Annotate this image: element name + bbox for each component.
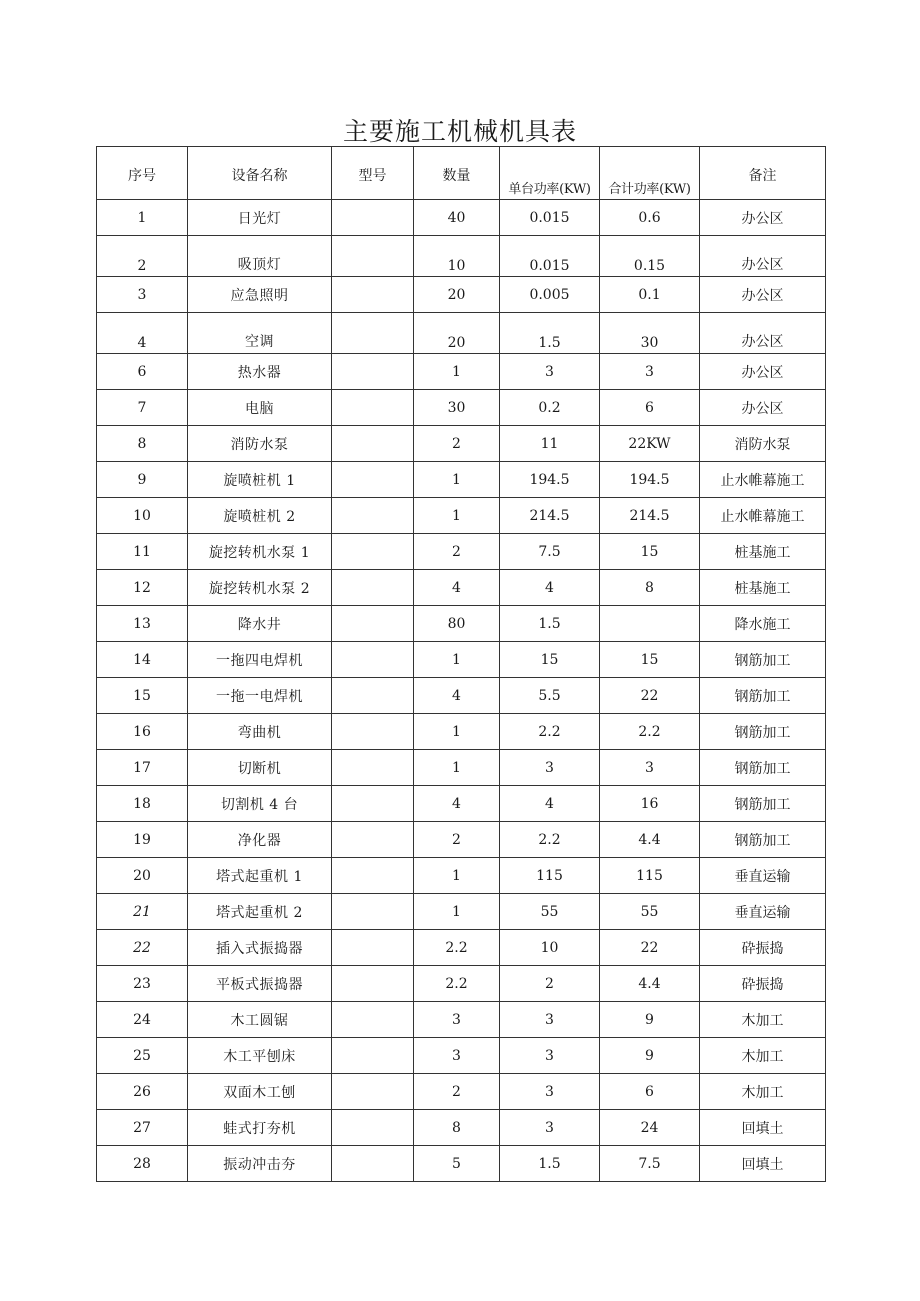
table-row — [97, 930, 826, 966]
cell-remark: 回填土 — [700, 1110, 826, 1146]
table-row — [97, 1038, 826, 1074]
table-row — [97, 750, 826, 786]
cell-no: 20 — [97, 858, 188, 894]
table-row — [97, 1074, 826, 1110]
cell-model — [332, 354, 414, 390]
cell-qty: 2 — [414, 534, 500, 570]
cell-model — [332, 390, 414, 426]
cell-name: 弯曲机 — [188, 714, 332, 750]
cell-qty: 1 — [414, 498, 500, 534]
cell-name: 木工圆锯 — [188, 1002, 332, 1038]
table-row — [97, 606, 826, 642]
cell-qty: 1 — [414, 750, 500, 786]
cell-total-power: 9 — [600, 1038, 700, 1074]
cell-name: 双面木工刨 — [188, 1074, 332, 1110]
cell-no: 17 — [97, 750, 188, 786]
cell-total-power: 22 — [600, 678, 700, 714]
cell-qty: 1 — [414, 714, 500, 750]
cell-unit-power: 2.2 — [500, 714, 600, 750]
cell-remark: 办公区 — [700, 390, 826, 426]
cell-total-power: 30 — [600, 313, 700, 354]
cell-qty: 2.2 — [414, 930, 500, 966]
cell-qty: 2 — [414, 822, 500, 858]
table-row — [97, 822, 826, 858]
cell-remark: 钢筋加工 — [700, 822, 826, 858]
table-row — [97, 277, 826, 313]
cell-remark: 降水施工 — [700, 606, 826, 642]
cell-unit-power: 0.015 — [500, 236, 600, 277]
cell-model — [332, 822, 414, 858]
cell-qty: 80 — [414, 606, 500, 642]
cell-name: 热水器 — [188, 354, 332, 390]
cell-model — [332, 714, 414, 750]
cell-no: 11 — [97, 534, 188, 570]
cell-total-power: 0.1 — [600, 277, 700, 313]
cell-no: 8 — [97, 426, 188, 462]
cell-model — [332, 426, 414, 462]
table-row — [97, 858, 826, 894]
cell-remark: 垂直运输 — [700, 858, 826, 894]
table-row — [97, 786, 826, 822]
cell-remark: 办公区 — [700, 313, 826, 354]
table-row — [97, 714, 826, 750]
cell-unit-power: 3 — [500, 1110, 600, 1146]
cell-remark: 垂直运输 — [700, 894, 826, 930]
cell-unit-power: 10 — [500, 930, 600, 966]
cell-total-power: 8 — [600, 570, 700, 606]
cell-name: 木工平刨床 — [188, 1038, 332, 1074]
cell-remark: 砕振捣 — [700, 930, 826, 966]
cell-name: 切断机 — [188, 750, 332, 786]
cell-unit-power: 55 — [500, 894, 600, 930]
cell-name: 空调 — [188, 313, 332, 354]
header-qty: 数量 — [414, 147, 500, 200]
cell-qty: 3 — [414, 1038, 500, 1074]
cell-model — [332, 606, 414, 642]
cell-total-power: 0.15 — [600, 236, 700, 277]
cell-remark: 桩基施工 — [700, 570, 826, 606]
cell-unit-power: 3 — [500, 1038, 600, 1074]
cell-remark: 木加工 — [700, 1074, 826, 1110]
cell-no: 26 — [97, 1074, 188, 1110]
cell-no: 10 — [97, 498, 188, 534]
cell-model — [332, 786, 414, 822]
cell-name: 塔式起重机 1 — [188, 858, 332, 894]
cell-no: 23 — [97, 966, 188, 1002]
cell-unit-power: 3 — [500, 1074, 600, 1110]
cell-total-power: 22 — [600, 930, 700, 966]
cell-qty: 1 — [414, 858, 500, 894]
cell-remark: 办公区 — [700, 236, 826, 277]
cell-total-power: 9 — [600, 1002, 700, 1038]
cell-model — [332, 236, 414, 277]
table-row — [97, 390, 826, 426]
table-header-row — [97, 147, 826, 200]
header-total-power: 合计功率(KW) — [600, 147, 700, 200]
cell-model — [332, 498, 414, 534]
table-row — [97, 498, 826, 534]
cell-no: 28 — [97, 1146, 188, 1182]
cell-model — [332, 642, 414, 678]
cell-total-power: 3 — [600, 750, 700, 786]
cell-name: 吸顶灯 — [188, 236, 332, 277]
cell-qty: 8 — [414, 1110, 500, 1146]
cell-no: 19 — [97, 822, 188, 858]
cell-qty: 1 — [414, 642, 500, 678]
cell-unit-power: 1.5 — [500, 606, 600, 642]
cell-unit-power: 4 — [500, 570, 600, 606]
cell-unit-power: 7.5 — [500, 534, 600, 570]
table-row — [97, 313, 826, 354]
cell-total-power: 4.4 — [600, 966, 700, 1002]
cell-qty: 2 — [414, 426, 500, 462]
cell-model — [332, 1074, 414, 1110]
table-row — [97, 642, 826, 678]
cell-model — [332, 1038, 414, 1074]
cell-total-power: 15 — [600, 642, 700, 678]
cell-name: 净化器 — [188, 822, 332, 858]
cell-no: 13 — [97, 606, 188, 642]
cell-no: 14 — [97, 642, 188, 678]
cell-qty: 4 — [414, 786, 500, 822]
cell-remark: 办公区 — [700, 277, 826, 313]
cell-qty: 1 — [414, 894, 500, 930]
cell-name: 旋挖转机水泵 2 — [188, 570, 332, 606]
cell-remark: 消防水泵 — [700, 426, 826, 462]
cell-model — [332, 858, 414, 894]
cell-remark: 止水帷幕施工 — [700, 498, 826, 534]
cell-name: 旋挖转机水泵 1 — [188, 534, 332, 570]
cell-unit-power: 0.2 — [500, 390, 600, 426]
cell-name: 平板式振捣器 — [188, 966, 332, 1002]
cell-qty: 4 — [414, 570, 500, 606]
cell-total-power: 3 — [600, 354, 700, 390]
equipment-table — [96, 146, 826, 1182]
cell-remark: 钢筋加工 — [700, 750, 826, 786]
cell-model — [332, 966, 414, 1002]
cell-no: 6 — [97, 354, 188, 390]
cell-model — [332, 570, 414, 606]
cell-no: 2 — [97, 236, 188, 277]
cell-total-power: 2.2 — [600, 714, 700, 750]
cell-name: 塔式起重机 2 — [188, 894, 332, 930]
cell-remark: 木加工 — [700, 1038, 826, 1074]
cell-qty: 20 — [414, 277, 500, 313]
cell-unit-power: 15 — [500, 642, 600, 678]
table-row — [97, 236, 826, 277]
cell-qty: 2.2 — [414, 966, 500, 1002]
cell-no: 25 — [97, 1038, 188, 1074]
table-row — [97, 678, 826, 714]
cell-unit-power: 3 — [500, 354, 600, 390]
table-row — [97, 894, 826, 930]
cell-unit-power: 3 — [500, 750, 600, 786]
header-name: 设备名称 — [188, 147, 332, 200]
cell-unit-power: 5.5 — [500, 678, 600, 714]
cell-remark: 钢筋加工 — [700, 786, 826, 822]
cell-no: 16 — [97, 714, 188, 750]
cell-no: 12 — [97, 570, 188, 606]
cell-name: 旋喷桩机 2 — [188, 498, 332, 534]
cell-unit-power: 0.005 — [500, 277, 600, 313]
cell-total-power: 194.5 — [600, 462, 700, 498]
table-row — [97, 966, 826, 1002]
cell-total-power: 6 — [600, 1074, 700, 1110]
cell-qty: 40 — [414, 200, 500, 236]
cell-name: 消防水泵 — [188, 426, 332, 462]
cell-model — [332, 1146, 414, 1182]
cell-model — [332, 277, 414, 313]
cell-qty: 10 — [414, 236, 500, 277]
cell-remark: 砕振捣 — [700, 966, 826, 1002]
cell-no: 27 — [97, 1110, 188, 1146]
cell-remark: 办公区 — [700, 200, 826, 236]
cell-remark: 钢筋加工 — [700, 642, 826, 678]
cell-model — [332, 313, 414, 354]
header-no: 序号 — [97, 147, 188, 200]
cell-remark: 桩基施工 — [700, 534, 826, 570]
cell-no: 4 — [97, 313, 188, 354]
cell-total-power: 15 — [600, 534, 700, 570]
cell-name: 振动冲击夯 — [188, 1146, 332, 1182]
cell-name: 应急照明 — [188, 277, 332, 313]
cell-no: 9 — [97, 462, 188, 498]
cell-qty: 5 — [414, 1146, 500, 1182]
table-row — [97, 354, 826, 390]
table-row — [97, 462, 826, 498]
cell-unit-power: 3 — [500, 1002, 600, 1038]
cell-model — [332, 534, 414, 570]
cell-qty: 4 — [414, 678, 500, 714]
table-row — [97, 200, 826, 236]
header-unit-power: 单台功率(KW) — [500, 147, 600, 200]
cell-qty: 20 — [414, 313, 500, 354]
cell-unit-power: 2 — [500, 966, 600, 1002]
cell-total-power: 22KW — [600, 426, 700, 462]
table-row — [97, 1002, 826, 1038]
table-row — [97, 570, 826, 606]
cell-total-power: 7.5 — [600, 1146, 700, 1182]
table-row — [97, 426, 826, 462]
cell-no: 21 — [97, 894, 188, 930]
cell-no: 7 — [97, 390, 188, 426]
cell-name: 切割机 4 台 — [188, 786, 332, 822]
cell-unit-power: 1.5 — [500, 1146, 600, 1182]
cell-no: 22 — [97, 930, 188, 966]
cell-qty: 1 — [414, 354, 500, 390]
cell-qty: 2 — [414, 1074, 500, 1110]
cell-qty: 3 — [414, 1002, 500, 1038]
cell-unit-power: 214.5 — [500, 498, 600, 534]
cell-remark: 止水帷幕施工 — [700, 462, 826, 498]
cell-unit-power: 0.015 — [500, 200, 600, 236]
cell-name: 蛙式打夯机 — [188, 1110, 332, 1146]
table-row — [97, 1146, 826, 1182]
cell-unit-power: 194.5 — [500, 462, 600, 498]
cell-unit-power: 11 — [500, 426, 600, 462]
cell-qty: 30 — [414, 390, 500, 426]
cell-model — [332, 1002, 414, 1038]
cell-model — [332, 750, 414, 786]
cell-name: 一拖四电焊机 — [188, 642, 332, 678]
cell-remark: 木加工 — [700, 1002, 826, 1038]
cell-name: 插入式振捣器 — [188, 930, 332, 966]
cell-remark: 回填土 — [700, 1146, 826, 1182]
cell-total-power: 214.5 — [600, 498, 700, 534]
table-row — [97, 1110, 826, 1146]
cell-total-power — [600, 606, 700, 642]
cell-qty: 1 — [414, 462, 500, 498]
cell-total-power: 4.4 — [600, 822, 700, 858]
cell-unit-power: 115 — [500, 858, 600, 894]
cell-total-power: 24 — [600, 1110, 700, 1146]
table-row — [97, 534, 826, 570]
cell-remark: 钢筋加工 — [700, 714, 826, 750]
cell-no: 18 — [97, 786, 188, 822]
cell-total-power: 115 — [600, 858, 700, 894]
cell-model — [332, 894, 414, 930]
document-title: 主要施工机械机具表 — [342, 117, 577, 146]
cell-remark: 办公区 — [700, 354, 826, 390]
cell-name: 电脑 — [188, 390, 332, 426]
cell-unit-power: 2.2 — [500, 822, 600, 858]
cell-name: 旋喷桩机 1 — [188, 462, 332, 498]
cell-no: 3 — [97, 277, 188, 313]
cell-total-power: 0.6 — [600, 200, 700, 236]
cell-model — [332, 930, 414, 966]
cell-model — [332, 462, 414, 498]
cell-no: 24 — [97, 1002, 188, 1038]
cell-unit-power: 4 — [500, 786, 600, 822]
header-remark: 备注 — [700, 147, 826, 200]
cell-name: 日光灯 — [188, 200, 332, 236]
cell-model — [332, 200, 414, 236]
cell-total-power: 16 — [600, 786, 700, 822]
cell-model — [332, 678, 414, 714]
cell-model — [332, 1110, 414, 1146]
cell-remark: 钢筋加工 — [700, 678, 826, 714]
cell-unit-power: 1.5 — [500, 313, 600, 354]
cell-no: 15 — [97, 678, 188, 714]
cell-no: 1 — [97, 200, 188, 236]
cell-name: 降水井 — [188, 606, 332, 642]
header-model: 型号 — [332, 147, 414, 200]
cell-total-power: 55 — [600, 894, 700, 930]
cell-total-power: 6 — [600, 390, 700, 426]
cell-name: 一拖一电焊机 — [188, 678, 332, 714]
